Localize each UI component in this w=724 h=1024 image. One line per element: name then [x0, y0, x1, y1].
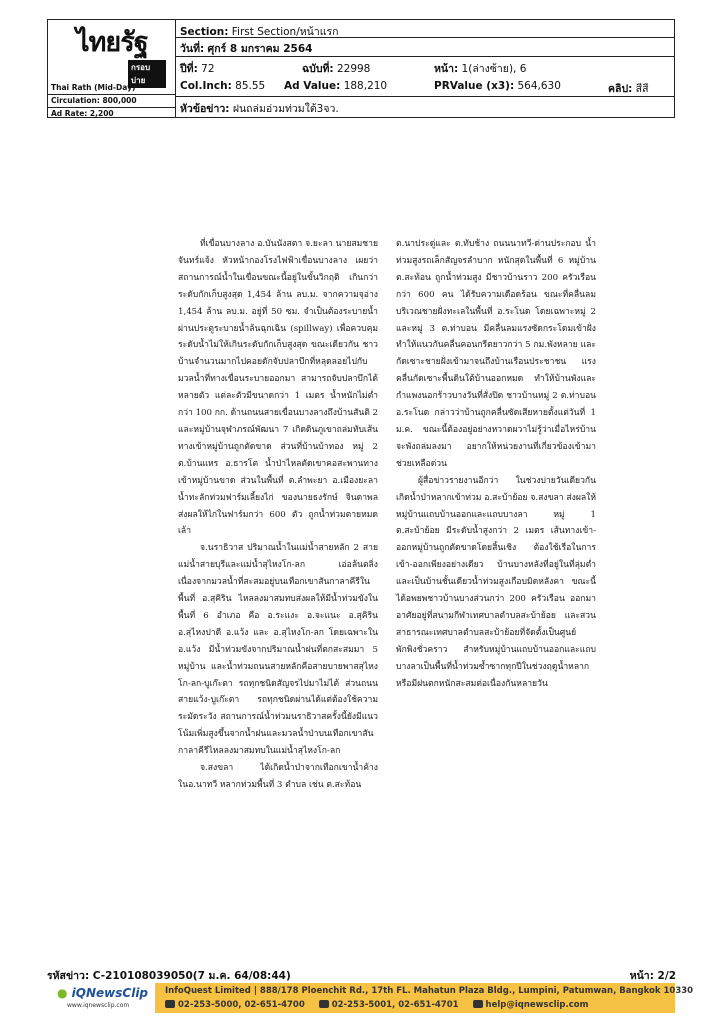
issue-value: 72 — [201, 63, 215, 75]
article-paragraph: จ.นราธิวาส ปริมาณน้ำในแม่น้ำสายหลัก 2 สาย แม่น้ำสายบุรีและแม่น้ำสุไหงโก-ลก เอ่อล้นตลิ่ง เนื่องจากมวลน้ำที่สะสมอยู่บนเทือกเขาสันกาลาคีรีในพื้นที่ อ.สุคิริน ไหลลงมาสมทบส่งผลให้มีน้ำท่วมขังในพื้นที่ 6 อำเภอ คือ อ.ระแงะ อ.จะแนะ อ.สุคิริน อ.สุไหงปาดี อ.แว้ง และ อ.สุไหงโก-ลก โดยเฉพาะใน อ.แว้ง มีน้ำท่วมขังจากปริมาณน้ำฝนที่ตกสะสมมา 5 หมู่บ้าน และน้ำท่วมถนนสายหลักคือสายบายพาสสุไหงโก-ลก-บูเก๊ะตา รถทุกชนิดสัญจรไปมาไม่ได้ ส่วนถนนสายแว้ง-บูเก๊ะตา รถทุกชนิดผ่านได้แต่ต้องใช้ความระมัดระวัง สถานการณ์น้ำท่วมนราธิวาสครั้งนี้ยังมีแนวโน้มเพิ่มสูงขึ้นจากน้ำฝนและมวลน้ำป่าบนเทือกเขาสันกาลาคีรีไหลลงมาสมทบในแม่น้ำสุไหงโก-ลก — [178, 543, 378, 757]
section-label: Section: — [180, 26, 229, 38]
clip-metadata — [176, 20, 674, 117]
company-address: InfoQuest Limited | 888/178 Ploenchit Rd., 17th FL. Mahatun Plaza Bldg., Lumpini, Patumwan, Bangkok 10330 — [165, 986, 694, 996]
headline-value: ฝนถล่มอ่วมท่วมใต้3จว. — [232, 103, 339, 115]
issue-label: ปีที่: — [180, 63, 198, 75]
prvalue-value: 564,630 — [517, 80, 561, 92]
fax-number: 02-253-5001, 02-651-4701 — [331, 1000, 459, 1010]
circulation: Circulation: 800,000 — [51, 96, 137, 105]
newspaper-logo — [70, 27, 166, 85]
colinch-row — [180, 80, 265, 92]
clipping-header — [47, 19, 675, 118]
publication-panel — [48, 20, 176, 117]
divider — [176, 56, 674, 57]
page-row — [434, 60, 526, 77]
article-paragraph: ต.นาประดู่และ ต.ทับช้าง ถนนนาทวี-ด่านประกอบ น้ำท่วมสูงรถเล็กสัญจรลำบาก หนักสุดในพื้นที่ 6 หมู่บ้าน ต.สะท้อน ถูกน้ำท่วมสูง มีชาวบ้านราว 200 ครัวเรือน กว่า 600 คน ได้รับความเดือดร้อน ขณะที่คลื่นลมบริเวณชายฝั่งทะเลในพื้นที่ อ.ระโนด โดยเฉพาะหมู่ 2 และหมู่ 3 ต.ท่าบอน มีคลื่นลมแรงซัดกระโดมเข้าฝั่ง ทำให้แนวกันคลื่นคอนกรีตยาวกว่า 5 กม.พังหลาย และกัดเซาะชายฝั่งเข้ามาจนถึงบ้านเรือนประชาชน แรงคลื่นกัดเซาะพื้นดินใต้บ้านออกหมด ทำให้บ้านพังและกำแพงนอกร้าวบางวันที่สั่งปิด ชาวบ้านหมู่ 2 ต.ท่าบอน อ.ระโนด กล่าวว่าบ้านถูกคลื่นซัดเสียหายตั้งแต่วันที่ 1 ม.ค. ขณะนี้ต้องอยู่อย่างหวาดผวาไม่รู้ว่าเมื่อไหร่บ้านจะพังถล่มลงมา อยากให้หน่วยงานที่เกี่ยวข้องเข้ามาช่วยเหลือด่วน — [396, 239, 596, 469]
email-icon — [473, 1000, 483, 1008]
article-paragraph: ผู้สื่อข่าวรายงานอีกว่า ในช่วงบ่ายวันเดียวกัน เกิดน้ำป่าหลากเข้าท่วม อ.สะบ้าย้อย จ.สงขลา ส่งผลให้หมู่บ้านแถบบ้านออกและแถบบางลา หมู่ 1 ต.สะบ้าย้อย มีระดับน้ำสูงกว่า 2 เมตร เส้นทางเข้า-ออกหมู่บ้านถูกตัดขาดโดยสิ้นเชิง ต้องใช้เรือในการเข้า-ออกเพียงอย่างเดียว บ้านบางหลังที่อยู่ในที่ลุ่มต่ำและเป็นบ้านชั้นเดียวน้ำท่วมสูงเกือบมิดหลังคา ขณะนี้ได้อพยพชาวบ้านบางส่วนกว่า 200 ครัวเรือน ออกมาอาศัยอยู่ที่สนามกีฬาเทศบาลตำบลสะบ้าย้อย และสวนสาธารณะเทศบาลตำบลสะบ้าย้อยที่จัดตั้งเป็นศูนย์พักพิงชั่วคราว สำหรับหมู่บ้านแถบบ้านออกและแถบบางลาเป็นพื้นที่น้ำท่วมซ้ำซากทุกปีในช่วงฤดูน้ำหลาก หรือมีฝนตกหนักสะสมต่อเนื่องกันหลายวัน — [396, 475, 596, 689]
section-value: First Section/หน้าแรก — [231, 26, 339, 38]
clip-row — [608, 80, 649, 97]
phone-icon — [165, 1000, 175, 1008]
article-column-right — [396, 236, 596, 692]
advalue-value: 188,210 — [343, 80, 388, 92]
fax-icon — [319, 1000, 329, 1008]
number-row — [302, 60, 370, 77]
fax-contact — [319, 1000, 459, 1010]
number-label: ฉบับที่: — [302, 63, 334, 75]
logo-edition: กรอบบ่าย — [128, 60, 166, 88]
prvalue-row — [434, 80, 561, 92]
page-value: 1(ล่างซ้าย), 6 — [461, 63, 527, 75]
contact-info — [155, 983, 694, 1013]
contact-row — [165, 1000, 589, 1010]
clip-label: คลิป: — [608, 83, 633, 95]
date-value: ศุกร์ 8 มกราคม 2564 — [207, 43, 313, 55]
divider — [176, 37, 674, 38]
page-label: หน้า: — [434, 63, 459, 75]
issue-row — [180, 60, 215, 77]
headline-row — [180, 100, 339, 117]
page-indicator: หน้า: 2/2 — [629, 970, 676, 982]
email-contact — [473, 1000, 589, 1010]
clip-value: สีสี — [635, 83, 649, 95]
divider — [176, 96, 674, 97]
logo-text: ไทยรัฐ — [76, 27, 148, 58]
phone-contact — [165, 1000, 305, 1010]
prvalue-label: PRValue (x3): — [434, 80, 515, 92]
iqnewsclip-logo — [47, 983, 155, 1013]
footer-bar — [47, 983, 694, 1013]
colinch-label: Col.Inch: — [180, 80, 232, 92]
advalue-row — [284, 80, 387, 92]
colinch-value: 85.55 — [235, 80, 266, 92]
ad-rate: Ad Rate: 2,200 — [51, 109, 114, 118]
publication-info — [51, 82, 176, 120]
clip-code: รหัสข่าว: C-210108039050(7 ม.ค. 64/08:44) — [47, 970, 291, 982]
date-label: วันที่: — [180, 43, 205, 55]
publication-name: Thai Rath (Mid-Day) — [51, 83, 136, 92]
brand-url[interactable]: www.iqnewsclip.com — [67, 1002, 130, 1009]
article-paragraph: จ.สงขลา ได้เกิดน้ำป่าจากเทือกเขาน้ำค้างในอ.นาทวี หลากท่วมพื้นที่ 3 ตำบล เช่น ต.สะท้อน — [178, 763, 378, 790]
phone-number: 02-253-5000, 02-651-4700 — [178, 1000, 305, 1010]
number-value: 22998 — [336, 63, 371, 75]
brand-text: iQNewsClip — [71, 986, 149, 1000]
date-row — [180, 40, 312, 57]
article-paragraph: ที่เขื่อนบางลาง อ.บันนังสตา จ.ยะลา นายสมชาย จันทร์แจ้ง หัวหน้ากองโรงไฟฟ้าเขื่อนบางลาง เผยว่า สถานการณ์น้ำในเขื่อนขณะนี้อยู่ในขั้นวิกฤติ เกินกว่าระดับกักเก็บสูงสุด 1,454 ล้าน ลบ.ม. จากความจุอ่าง 1,454 ล้าน ลบ.ม. อยู่ที่ 50 ซม. จำเป็นต้องระบายน้ำผ่านประตูระบายน้ำล้นฉุกเฉิน (spillway) เพื่อควบคุมระดับน้ำไม่ให้เกินระดับกักเก็บสูงสุด ขณะเดียวกัน ชาวบ้านจำนวนมากไปคอยดักจับปลาบึกที่หลุดลอยไปกับมวลน้ำที่ทางเขื่อนระบายออกมา สามารถจับปลาบึกได้หลายตัว แต่ละตัวมีขนาดกว่า 1 เมตร น้ำหนักไม่ต่ำกว่า 100 กก. ด้านถนนสายเขื่อนบางลางถึงบ้านสันติ 2 และหมู่บ้านจุฬาภรณ์พัฒนา 7 เกิดดินภูเขาถล่มทับเส้นทางเข้าหมู่บ้านถูกตัดขาด ส่วนที่บ้านบ้าทอง หมู่ 2 ต.บ้านแหร อ.ธารโต น้ำป่าไหลตัดเขาคอสะพานทางเข้าหมู่บ้านขาด ส่วนในพื้นที่ ต.ลำพะยา อ.เมืองยะลา น้ำทะลักท่วมฟาร์มเลี้ยงไก่ ของนายธงรักษ์ จินดาพล ส่งผลให้ไก่ในฟาร์มกว่า 600 ตัว ถูกน้ำท่วมตายหมดเล้า — [178, 239, 378, 537]
headline-label: หัวข้อข่าว: — [180, 103, 230, 115]
article-column-left — [178, 236, 378, 794]
email-address[interactable]: help@iqnewsclip.com — [485, 1000, 589, 1010]
brand-name: ● iQNewsClip — [57, 986, 149, 1000]
advalue-label: Ad Value: — [284, 80, 341, 92]
